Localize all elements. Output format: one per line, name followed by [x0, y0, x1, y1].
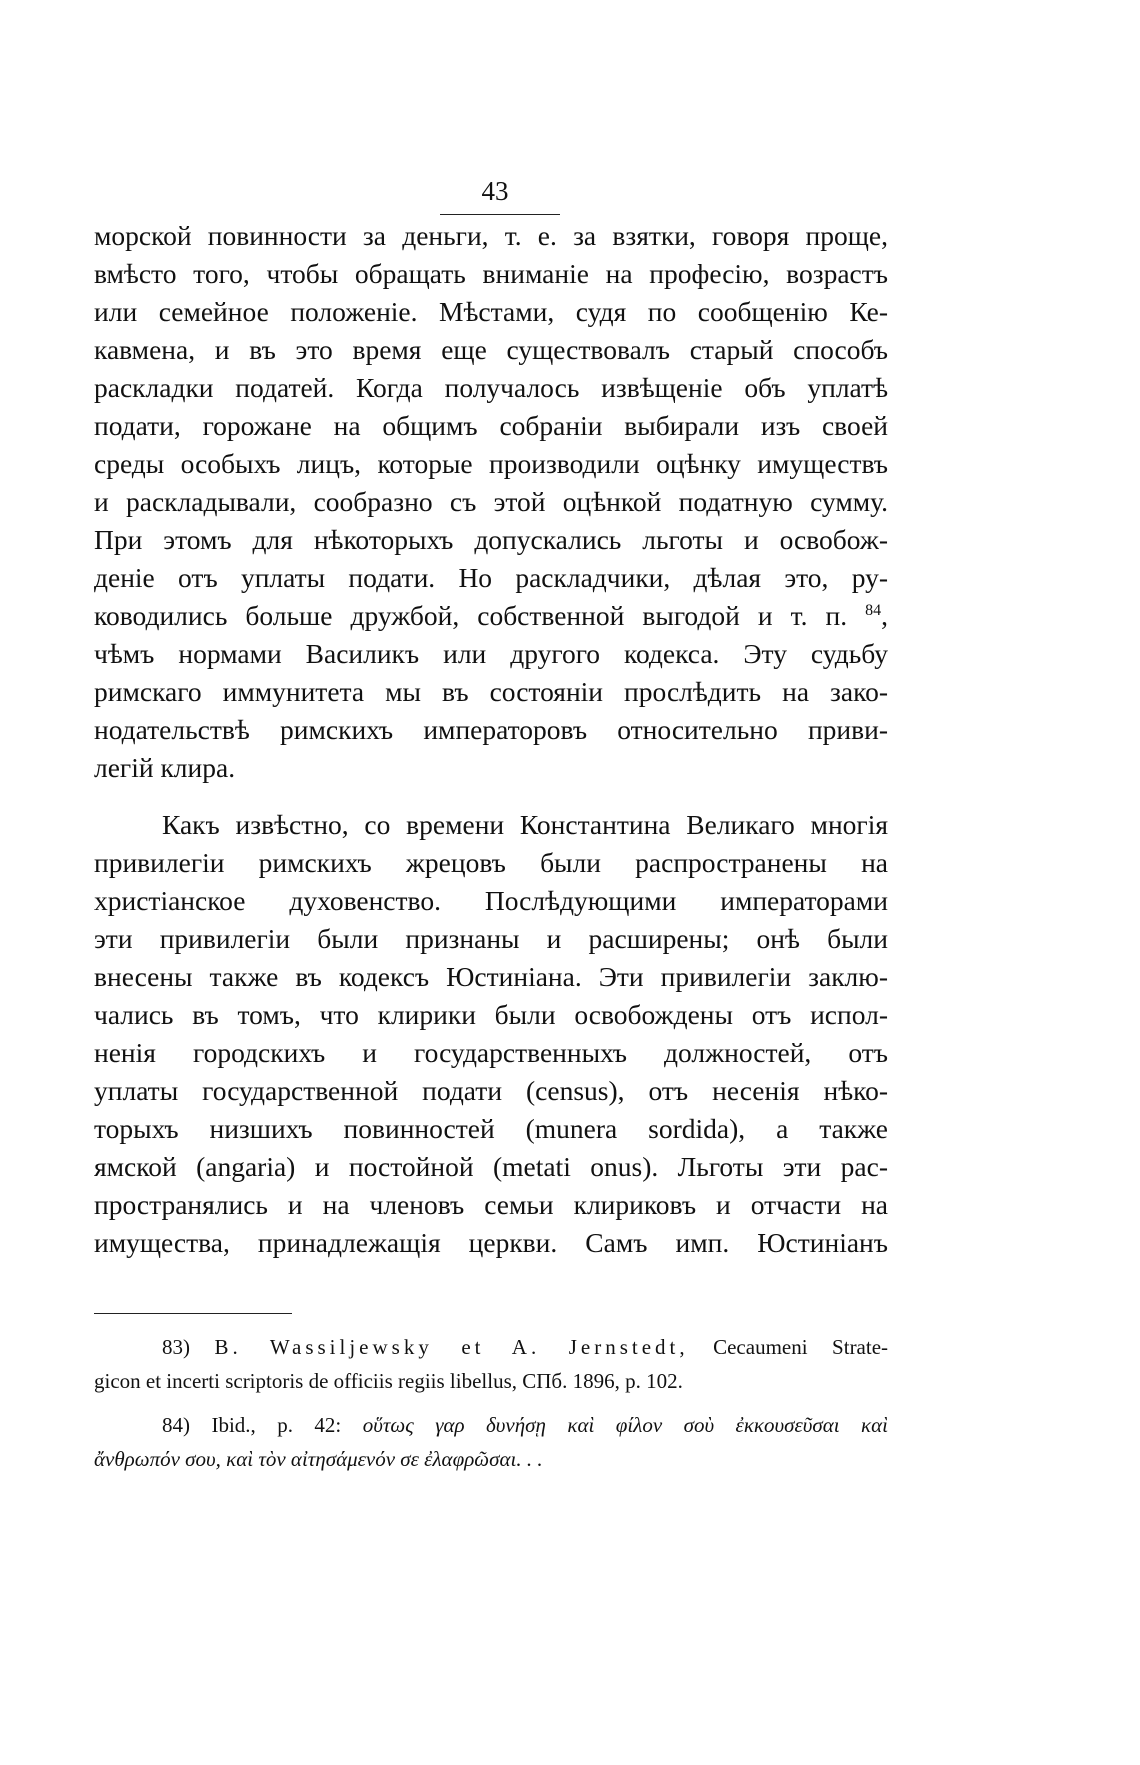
note-ref-suffix: , — [881, 600, 889, 631]
body-line: При этомъ для нѣкоторыхъ допускались льготы и освобож- — [94, 524, 888, 555]
body-line: внесены также въ кодексъ Юстиніана. Эти привилегіи заклю- — [94, 961, 888, 992]
body-line: подати, горожане на общимъ собраніи выбирали изъ своей — [94, 410, 888, 441]
page-number: 43 — [481, 176, 509, 206]
body-line: ямской (angaria) и постойной (metati onus). Льготы эти рас- — [94, 1151, 888, 1182]
body-line-with-note — [94, 597, 888, 635]
footnote-84-greek: οὕτως γαρ δυνήσῃ καὶ φίλον σοὺ ἐκκουσεῦσαι καὶ — [362, 1413, 888, 1437]
footnote-84-line-2: ἄνθρωπόν σου, καὶ τὸν αἰτησάμενόν σε ἐλαφρῶσαι. . . — [94, 1447, 543, 1471]
footnote-84-line-1 — [162, 1408, 888, 1442]
footnote-83-text: Cecaumeni Strate- — [713, 1335, 889, 1359]
body-line: кавмена, и въ это время еще существовалъ старый способъ — [94, 334, 888, 365]
body-line-text: ководились больше дружбой, собственной выгодой и т. п. — [94, 600, 848, 631]
footnote-83-line-1 — [162, 1330, 888, 1364]
body-line: нодательствѣ римскихъ императоровъ относительно приви- — [94, 714, 888, 745]
footnote-83-marker: 83) — [162, 1335, 190, 1359]
body-line: легій клира. — [94, 752, 236, 783]
page-number-rule — [440, 214, 560, 215]
body-line: торыхъ низшихъ повинностей (munera sordida), а также — [94, 1113, 888, 1144]
body-line: чѣмъ нормами Василикъ или другого кодекса. Эту судьбу — [94, 638, 888, 669]
body-line: пространялись и на членовъ семьи клириковъ и отчасти на — [94, 1189, 888, 1220]
body-line: или семейное положеніе. Мѣстами, судя по сообщенію Ке- — [94, 296, 888, 327]
body-line: среды особыхъ лицъ, которые производили оцѣнку имуществъ — [94, 448, 888, 479]
footnote-ref-84[interactable]: 84 — [865, 601, 882, 619]
footnote-84-prefix: Ibid., p. 42: — [211, 1413, 342, 1437]
body-line: морской повинности за деньги, т. е. за взятки, говоря проще, — [94, 220, 888, 251]
footnote-83-authors: B. Wassiljewsky et A. Jernstedt, — [214, 1335, 689, 1359]
body-line: привилегіи римскихъ жрецовъ были распространены на — [94, 847, 888, 878]
body-line: вмѣсто того, чтобы обращать вниманіе на професію, возрастъ — [94, 258, 888, 289]
body-line: уплаты государственной подати (census), отъ несенія нѣко- — [94, 1075, 888, 1106]
body-line: раскладки податей. Когда получалось извѣщеніе объ уплатѣ — [94, 372, 888, 403]
body-line: деніе отъ уплаты подати. Но раскладчики, дѣлая это, ру- — [94, 562, 888, 593]
footnote-83-line-2: gicon et incerti scriptoris de officiis regiis libellus, СПб. 1896, p. 102. — [94, 1369, 683, 1393]
footnote-rule — [94, 1313, 292, 1314]
body-line: Какъ извѣстно, со времени Константина Великаго многія — [162, 809, 888, 840]
footnote-84-marker: 84) — [162, 1413, 190, 1437]
body-line: римскаго иммунитета мы въ состояніи прослѣдить на зако- — [94, 676, 888, 707]
body-line: имущества, принадлежащія церкви. Самъ имп. Юстиніанъ — [94, 1227, 888, 1258]
body-line: христіанское духовенство. Послѣдующими императорами — [94, 885, 888, 916]
body-line: эти привилегіи были признаны и расширены; онѣ были — [94, 923, 888, 954]
body-line: и раскладывали, сообразно съ этой оцѣнкой податную сумму. — [94, 486, 888, 517]
body-line: ненія городскихъ и государственныхъ должностей, отъ — [94, 1037, 888, 1068]
body-line: чались въ томъ, что клирики были освобождены отъ испол- — [94, 999, 888, 1030]
